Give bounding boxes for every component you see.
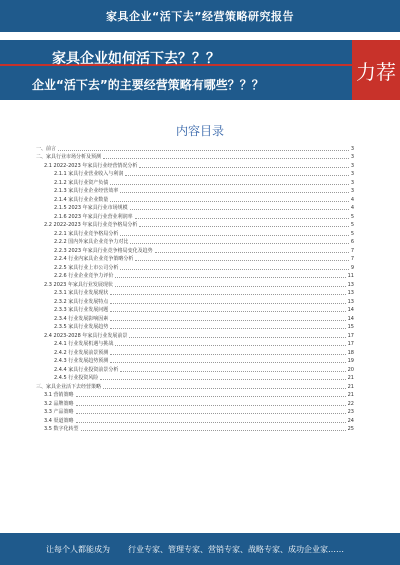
toc-entry-label: 2.3.3 家具行业发展问题 [54,307,109,313]
toc-entry-label: 2.2.6 行业企业竞争力评价 [54,273,114,279]
toc-entry-page: 18 [347,349,354,356]
toc-leader-dots [103,158,349,159]
toc-entry-page: 21 [347,375,354,381]
toc-entry-label: 2.4 2023-2028 年家具行业发展前景 [44,332,128,339]
toc-entry[interactable] [36,330,354,339]
toc-entry-page: 5 [350,222,354,228]
toc-entry[interactable] [36,347,354,356]
banner [0,40,400,100]
toc-entry[interactable] [36,398,354,407]
toc-entry-label: 2.2 2022-2023 年家具行业竞争格局分析 [44,222,138,228]
toc-entry-label: 3.5 数字化转型 [44,426,79,432]
toc-leader-dots [110,328,345,329]
toc-entry[interactable] [36,152,354,161]
toc-leader-dots [76,422,346,423]
toc-entry-page: 11 [347,273,354,279]
toc-entry-label: 一、前言 [36,145,57,152]
toc-leader-dots [110,303,345,304]
toc-entry-page: 17 [347,341,354,347]
toc-entry-page: 4 [350,196,354,203]
toc-entry[interactable] [36,313,354,322]
toc-entry-label: 2.1 2022-2023 年家具行业经营情况分析 [44,162,138,169]
toc-entry-label: 三、家具企业活下去经营策略 [36,383,102,390]
banner-subtitle: 企业“活下去”的主要经营策略有哪些？？？ [32,78,264,92]
toc-entry-page: 5 [350,230,354,237]
toc-leader-dots [76,405,346,406]
toc-leader-dots [120,192,348,193]
toc-entry-label: 2.3.2 家具行业发展特点 [54,298,109,305]
toc-leader-dots [110,362,345,363]
toc-entry-label: 3.2 品牌策略 [44,400,74,407]
toc-leader-dots [115,286,346,287]
toc-leader-dots [135,260,348,261]
table-of-contents [36,143,354,432]
toc-entry-label: 2.1.3 家具行业企业经营效率 [54,188,119,194]
toc-entry-label: 2.2.5 家具行业上市公司分析 [54,264,119,271]
toc-entry-page: 23 [347,409,354,415]
toc-entry-page: 3 [350,171,354,177]
toc-entry-page: 25 [347,426,354,432]
toc-leader-dots [115,345,345,346]
toc-entry-label: 2.4.1 行业发展机遇与挑战 [54,341,114,347]
toc-leader-dots [58,150,349,151]
toc-entry-page: 13 [347,290,354,296]
toc-entry-label: 2.1.4 家具行业企业数量 [54,196,109,203]
toc-entry-page: 15 [347,324,354,330]
toc-entry-label: 2.4.5 行业投资风险 [54,375,99,381]
toc-entry-label: 2.2.3 2023 年家具行业竞争格局变化及趋势 [54,247,153,254]
toc-entry-page: 13 [347,298,354,305]
toc-entry-label: 2.3.4 行业发展影响因素 [54,315,109,322]
toc-leader-dots [155,252,349,253]
toc-leader-dots [115,277,345,278]
toc-entry[interactable] [36,424,354,433]
header-bar [0,0,400,32]
toc-entry-label: 2.2.2 国内外家具企业竞争力对比 [54,239,129,245]
footer-roles: 行业专家、管理专家、营销专家、战略专家、成功企业家…… [128,545,344,554]
toc-leader-dots [110,294,345,295]
toc-entry[interactable] [36,143,354,152]
toc-entry-label: 2.2.4 行业内家具企业竞争策略分析 [54,256,134,262]
toc-leader-dots [130,209,349,210]
toc-entry[interactable] [36,211,354,220]
toc-entry-page: 20 [347,366,354,373]
toc-leader-dots [110,320,345,321]
toc-leader-dots [120,269,348,270]
toc-leader-dots [100,379,345,380]
toc-entry-label: 3.4 渠道策略 [44,417,74,424]
report-title: 家具企业“活下去”经营策略研究报告 [106,10,294,23]
toc-entry[interactable] [36,305,354,314]
banner-title: 家具企业如何活下去？？？ [52,51,220,67]
toc-entry-page: 19 [347,358,354,364]
toc-entry-page: 21 [347,392,354,398]
toc-leader-dots [135,218,349,219]
toc-leader-dots [130,243,348,244]
toc-entry-label: 2.1.6 2023 年家具行业营业利润率 [54,213,133,220]
toc-entry-label: 3.3 产品策略 [44,409,74,415]
toc-leader-dots [129,337,345,338]
recommend-badge: 力荐 [352,40,400,100]
toc-leader-dots [139,226,348,227]
toc-leader-dots [76,396,346,397]
toc-entry[interactable] [36,271,354,280]
toc-entry-page: 3 [350,154,354,160]
toc-entry-page: 3 [350,179,354,186]
toc-entry-label: 2.4.2 行业发展前景预测 [54,349,109,356]
toc-entry-page: 6 [350,239,354,245]
toc-entry-page: 7 [350,256,354,262]
toc-entry[interactable] [36,228,354,237]
toc-entry[interactable] [36,186,354,195]
toc-leader-dots [139,167,348,168]
toc-entry[interactable] [36,245,354,254]
toc-leader-dots [110,311,345,312]
toc-leader-dots [120,371,345,372]
toc-entry[interactable] [36,262,354,271]
toc-entry-page: 24 [347,417,354,424]
toc-leader-dots [81,430,346,431]
toc-entry[interactable] [36,169,354,178]
toc-entry[interactable] [36,322,354,331]
toc-leader-dots [110,354,345,355]
toc-entry-label: 2.4.3 行业发展趋势预测 [54,358,109,364]
toc-entry-page: 7 [350,247,354,254]
toc-entry[interactable] [36,254,354,263]
toc-entry[interactable] [36,381,354,390]
toc-entry-label: 2.3 2023 年家具行业发展现状 [44,281,113,288]
toc-entry[interactable] [36,373,354,382]
toc-entry-page: 14 [347,307,354,313]
toc-entry-page: 14 [347,315,354,322]
toc-entry-label: 2.3.1 家具行业发展现状 [54,290,109,296]
toc-entry[interactable] [36,415,354,424]
toc-entry-page: 3 [350,145,354,152]
toc-entry[interactable] [36,237,354,246]
toc-entry[interactable] [36,407,354,416]
toc-entry-label: 3.1 营销策略 [44,392,74,398]
toc-leader-dots [120,235,348,236]
toc-leader-dots [103,388,346,389]
toc-entry-label: 2.1.2 家具行业资产负债 [54,179,109,186]
toc-entry[interactable] [36,177,354,186]
toc-entry[interactable] [36,296,354,305]
toc-entry[interactable] [36,339,354,348]
toc-entry[interactable] [36,288,354,297]
footer-slogan: 让每个人都能成为 [46,545,110,554]
toc-entry-page: 22 [347,400,354,407]
footer-bar [0,533,400,565]
toc-entry-label: 二、家具行业市场分析及预测 [36,154,102,160]
toc-entry-page: 13 [347,281,354,288]
toc-entry-label: 2.3.5 家具行业发展趋势 [54,324,109,330]
toc-entry[interactable] [36,356,354,365]
toc-entry-page: 3 [350,162,354,169]
toc-entry-label: 2.4.4 家具行业投资前景分析 [54,366,119,373]
toc-leader-dots [125,175,348,176]
toc-entry[interactable] [36,160,354,169]
toc-entry-page: 5 [350,213,354,220]
toc-leader-dots [110,184,349,185]
toc-leader-dots [76,413,346,414]
toc-entry[interactable] [36,194,354,203]
toc-entry[interactable] [36,220,354,229]
toc-entry-page: 17 [347,332,354,339]
toc-entry[interactable] [36,279,354,288]
toc-entry-page: 4 [350,205,354,211]
toc-entry-page: 3 [350,188,354,194]
toc-entry-label: 2.2.1 家具行业竞争格局分析 [54,230,119,237]
toc-leader-dots [110,201,349,202]
toc-entry[interactable] [36,390,354,399]
toc-entry-label: 2.1.5 2023 年家具行业市场规模 [54,205,128,211]
toc-entry-page: 9 [350,264,354,271]
toc-entry[interactable] [36,203,354,212]
toc-heading: 内容目录 [175,124,224,138]
toc-entry-label: 2.1.1 家具行业营业收入与利润 [54,171,124,177]
toc-entry[interactable] [36,364,354,373]
toc-entry-page: 21 [347,383,354,390]
